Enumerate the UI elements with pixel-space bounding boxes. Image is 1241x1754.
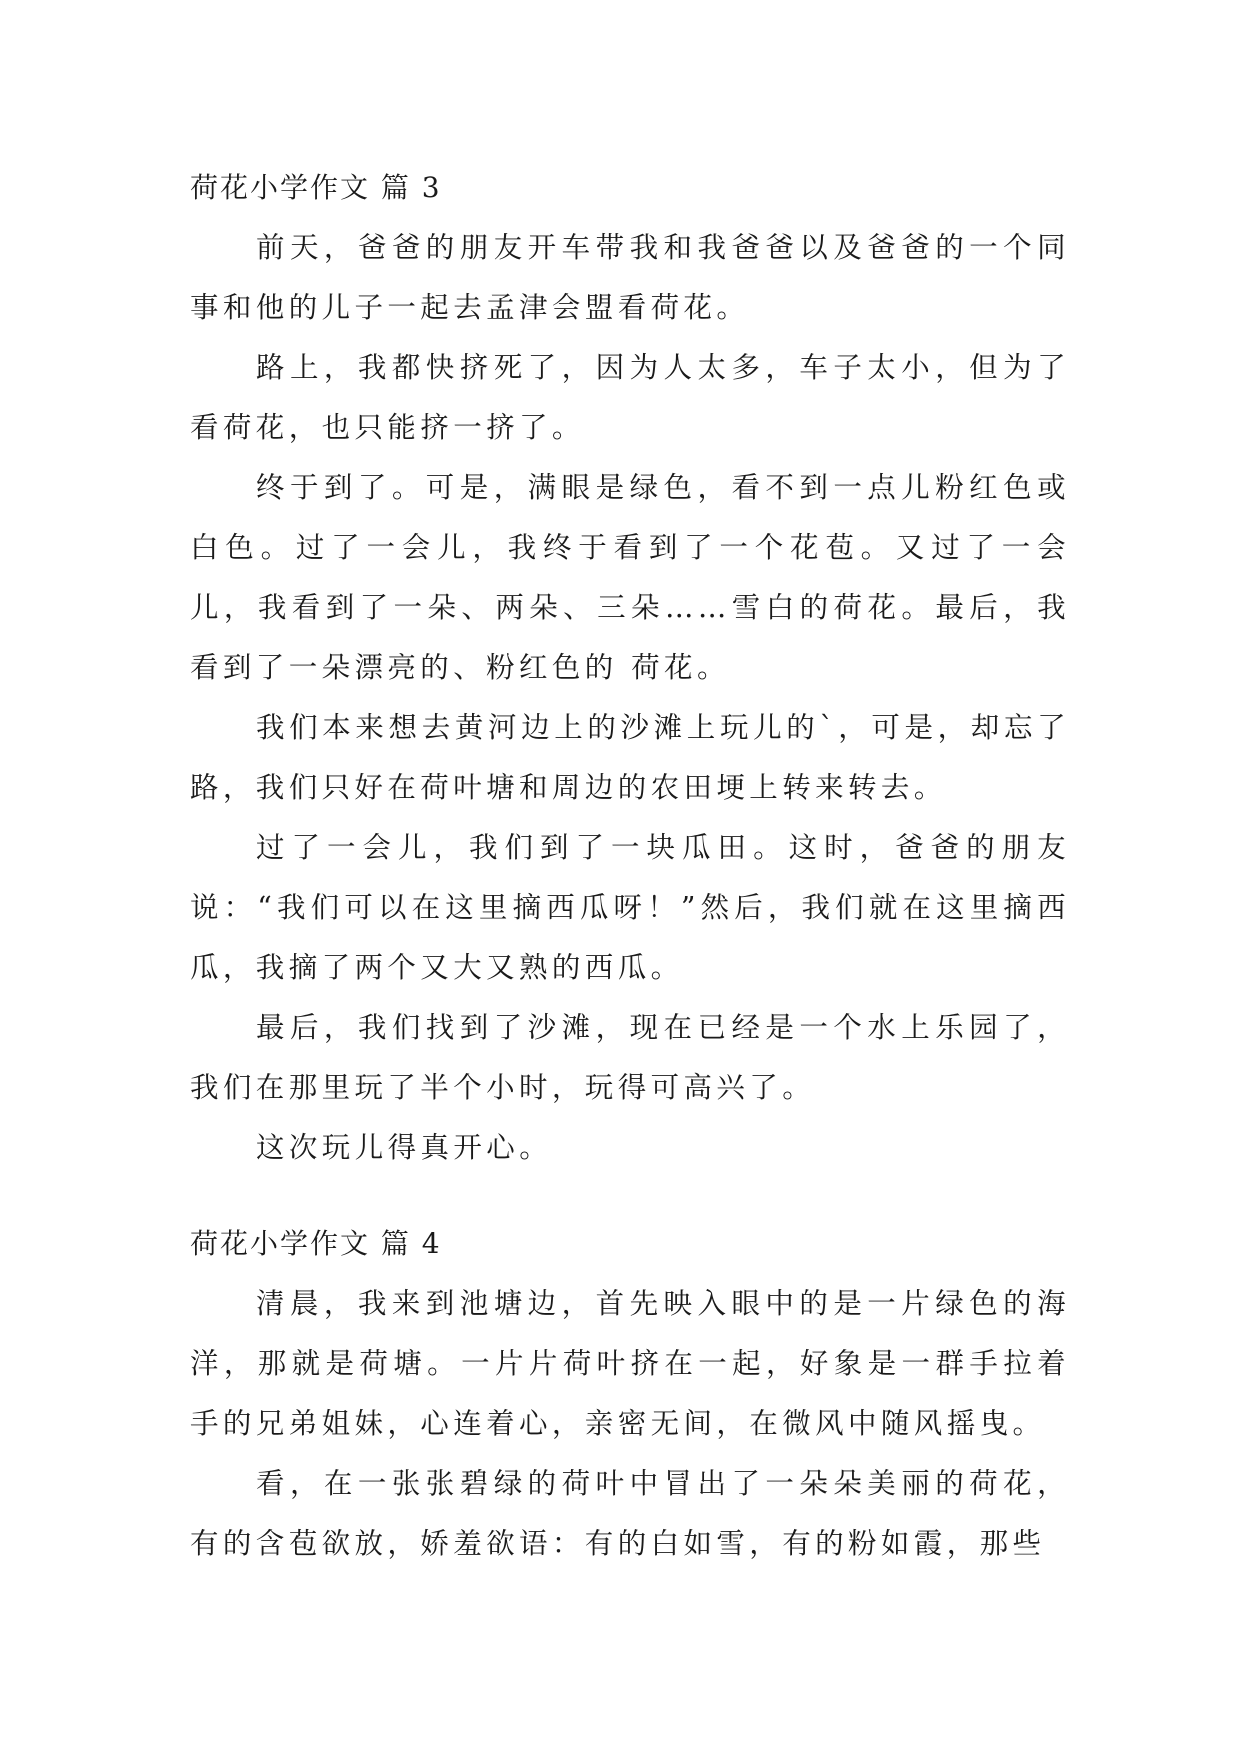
paragraph: 前天，爸爸的朋友开车带我和我爸爸以及爸爸的一个同事和他的儿子一起去孟津会盟看荷花。 (190, 231, 1070, 324)
section-title: 荷花小学作文 篇 3 (190, 171, 442, 204)
paragraph: 我们本来想去黄河边上的沙滩上玩儿的`，可是，却忘了路，我们只好在荷叶塘和周边的农田埂上转来转去。 (190, 711, 1070, 804)
paragraph: 路上，我都快挤死了，因为人太多，车子太小，但为了看荷花，也只能挤一挤了。 (190, 351, 1070, 444)
essay-section-4 (190, 1214, 1070, 1574)
paragraph: 这次玩儿得真开心。 (256, 1131, 553, 1164)
section-title: 荷花小学作文 篇 4 (190, 1227, 442, 1260)
paragraph: 清晨，我来到池塘边，首先映入眼中的是一片绿色的海洋，那就是荷塘。一片片荷叶挤在一起，好象是一群手拉着手的兄弟姐妹，心连着心，亲密无间，在微风中随风摇曳。 (190, 1287, 1070, 1440)
paragraph: 过了一会儿，我们到了一块瓜田。这时，爸爸的朋友说：“我们可以在这里摘西瓜呀！”然后，我们就在这里摘西瓜，我摘了两个又大又熟的西瓜。 (190, 831, 1070, 984)
essay-section-3 (190, 158, 1070, 1178)
paragraph: 终于到了。可是，满眼是绿色，看不到一点儿粉红色或白色。过了一会儿，我终于看到了一个花苞。又过了一会儿，我看到了一朵、两朵、三朵……雪白的荷花。最后，我看到了一朵漂亮的、粉红色的 荷花。 (190, 471, 1070, 684)
paragraph: 看，在一张张碧绿的荷叶中冒出了一朵朵美丽的荷花，有的含苞欲放，娇羞欲语：有的白如雪，有的粉如霞，那些 (190, 1467, 1070, 1560)
paragraph: 最后，我们找到了沙滩，现在已经是一个水上乐园了，我们在那里玩了半个小时，玩得可高兴了。 (190, 1011, 1070, 1104)
